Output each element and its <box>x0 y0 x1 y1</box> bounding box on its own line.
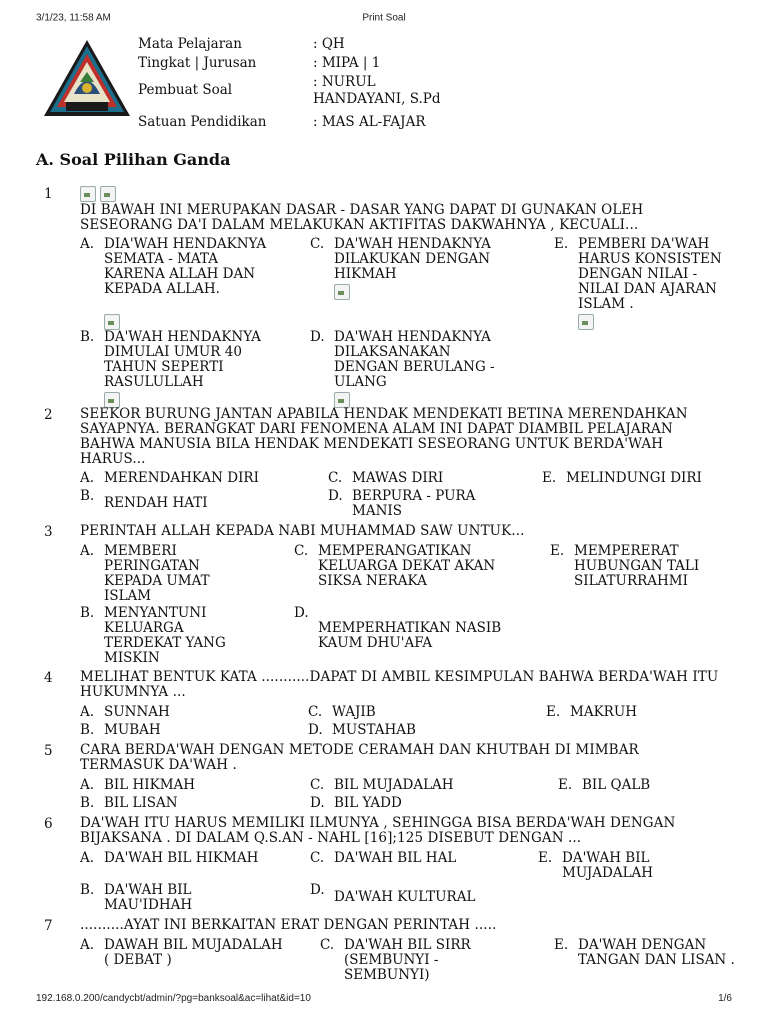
question-text: MELIHAT BENTUK KATA ...........DAPAT DI AMBIL KESIMPULAN BAHWA BERDA'WAH ITU HUKUMNYA ... <box>80 669 719 700</box>
option-text: DA'WAH BIL HAL <box>334 850 457 866</box>
question-images <box>80 186 720 202</box>
option-letter: C. <box>310 850 325 866</box>
broken-image-icon <box>100 186 116 202</box>
option-text: DA'WAH DENGAN TANGAN DAN LISAN . <box>578 937 735 968</box>
broken-image-icon <box>80 186 96 202</box>
option-text: DA'WAH BIL SIRR (SEMBUNYI - SEMBUNYI) <box>344 937 471 983</box>
option-letter: D. <box>294 605 309 621</box>
option-letter: B. <box>80 605 95 621</box>
option-letter: B. <box>80 795 95 811</box>
question-text: ..........AYAT INI BERKAITAN ERAT DENGAN PERINTAH ..... <box>80 917 497 933</box>
option-text: MELINDUNGI DIRI <box>566 470 702 486</box>
option-letter: A. <box>80 937 95 953</box>
option-letter: A. <box>80 470 95 486</box>
option-text: MEMPERERAT HUBUNGAN TALI SILATURRAHMI <box>574 543 700 589</box>
question-number: 7 <box>44 918 53 934</box>
option-text: DA'WAH BIL MAU'IDHAH <box>104 882 193 913</box>
option-text: MUSTAHAB <box>332 722 416 738</box>
option-letter: D. <box>310 882 325 898</box>
option-text: DA'WAH BIL HIKMAH <box>104 850 259 866</box>
option-text: DIA'WAH HENDAKNYA SEMATA - MATA KARENA ALLAH DAN KEPADA ALLAH. <box>104 236 267 297</box>
question-number: 3 <box>44 524 53 540</box>
print-url: 192.168.0.200/candycbt/admin/?pg=banksoal&ac=lihat&id=10 <box>36 993 311 1004</box>
option-letter: B. <box>80 882 95 898</box>
option-letter: C. <box>308 704 323 720</box>
print-title: Print Soal <box>362 12 406 24</box>
option-text: DA'WAH HENDAKNYA DIMULAI UMUR 40 TAHUN SEPERTI RASULULLAH <box>104 329 261 390</box>
info-value: : MAS AL-FAJAR <box>313 114 426 130</box>
info-value: : MIPA | 1 <box>313 55 381 71</box>
print-footer <box>0 990 768 1010</box>
option-letter: D. <box>328 488 343 504</box>
question-number: 1 <box>44 186 53 202</box>
question-text: SEEKOR BURUNG JANTAN APABILA HENDAK MENDEKATI BETINA MERENDAHKAN SAYAPNYA. BERANGKAT DARI FENOMENA ALAM INI DAPAT DIAMBIL PELAJARAN BAHWA MANUSIA BILA HENDAK MENDEKATI SESEORANG UNTUK BERDA'WAH HARUS... <box>80 406 688 467</box>
question-number: 6 <box>44 816 53 832</box>
option-letter: A. <box>80 543 95 559</box>
option-letter: E. <box>558 777 573 793</box>
option-text: DA'WAH KULTURAL <box>334 889 476 905</box>
option-text: DA'WAH HENDAKNYA DILAKSANAKAN DENGAN BERULANG - ULANG <box>334 329 495 390</box>
option-letter: C. <box>328 470 343 486</box>
print-header <box>0 0 768 22</box>
option-letter: C. <box>310 777 325 793</box>
option-text: MENYANTUNI KELUARGA TERDEKAT YANG MISKIN <box>104 605 226 666</box>
option-letter: D. <box>310 795 325 811</box>
option-text: MAKRUH <box>570 704 637 720</box>
question-text: DI BAWAH INI MERUPAKAN DASAR - DASAR YANG DAPAT DI GUNAKAN OLEH SESEORANG DA'I DALAM MELAKUKAN AKTIFITAS DAKWAHNYA , KECUALI... <box>80 202 644 233</box>
option-letter: E. <box>554 236 569 252</box>
question-number: 5 <box>44 743 53 759</box>
option-letter: A. <box>80 777 95 793</box>
option-text: MAWAS DIRI <box>352 470 444 486</box>
info-label: Pembuat Soal <box>138 82 233 98</box>
question-text: PERINTAH ALLAH KEPADA NABI MUHAMMAD SAW UNTUK... <box>80 523 525 539</box>
option-text: BIL LISAN <box>104 795 178 811</box>
option-letter: C. <box>310 236 325 252</box>
option-letter: A. <box>80 236 95 252</box>
option-letter: D. <box>308 722 323 738</box>
print-timestamp: 3/1/23, 11:58 AM <box>36 12 111 24</box>
option-letter: B. <box>80 329 95 345</box>
info-label: Tingkat | Jurusan <box>138 55 257 71</box>
option-letter: E. <box>554 937 569 953</box>
print-page-counter: 1/6 <box>718 993 732 1004</box>
option-letter: C. <box>320 937 335 953</box>
option-text: PEMBERI DA'WAH HARUS KONSISTEN DENGAN NILAI - NILAI DAN AJARAN ISLAM . <box>578 236 722 312</box>
option-letter: E. <box>546 704 561 720</box>
option-letter: A. <box>80 704 95 720</box>
option-text: MEMPERHATIKAN NASIB KAUM DHU'AFA <box>318 620 502 651</box>
option-text: BIL HIKMAH <box>104 777 196 793</box>
option-text: BIL YADD <box>334 795 402 811</box>
option-text: BIL QALB <box>582 777 651 793</box>
option-letter: D. <box>310 329 325 345</box>
option-text: DA'WAH HENDAKNYA DILAKUKAN DENGAN HIKMAH <box>334 236 491 282</box>
option-text: DA'WAH BIL MUJADALAH <box>562 850 654 881</box>
option-text: BIL MUJADALAH <box>334 777 454 793</box>
broken-image-icon <box>334 284 350 300</box>
broken-image-icon <box>578 314 594 330</box>
option-text: MEMBERI PERINGATAN KEPADA UMAT ISLAM <box>104 543 210 604</box>
info-label: Mata Pelajaran <box>138 36 242 52</box>
question-text: CARA BERDA'WAH DENGAN METODE CERAMAH DAN KHUTBAH DI MIMBAR TERMASUK DA'WAH . <box>80 742 639 773</box>
info-value: : QH <box>313 36 345 52</box>
option-letter: E. <box>550 543 565 559</box>
option-text: WAJIB <box>332 704 376 720</box>
option-text: BERPURA - PURA MANIS <box>352 488 476 519</box>
question-number: 2 <box>44 407 53 423</box>
school-logo <box>42 38 132 120</box>
question-number: 4 <box>44 670 53 686</box>
option-letter: A. <box>80 850 95 866</box>
option-text: MEMPERANGATIKAN KELUARGA DEKAT AKAN SIKSA NERAKA <box>318 543 496 589</box>
info-label: Satuan Pendidikan <box>138 114 267 130</box>
option-text: SUNNAH <box>104 704 170 720</box>
option-letter: E. <box>542 470 557 486</box>
option-letter: B. <box>80 722 95 738</box>
option-text: MERENDAHKAN DIRI <box>104 470 259 486</box>
option-letter: B. <box>80 488 95 504</box>
school-logo-emblem <box>42 38 132 120</box>
option-letter: C. <box>294 543 309 559</box>
question-text: DA'WAH ITU HARUS MEMILIKI ILMUNYA , SEHINGGA BISA BERDA'WAH DENGAN BIJAKSANA . DI DALAM Q.S.AN - NAHL [16];125 DISEBUT DENGAN ... <box>80 815 676 846</box>
option-text: MUBAH <box>104 722 161 738</box>
option-text: DAWAH BIL MUJADALAH ( DEBAT ) <box>104 937 283 968</box>
option-text: RENDAH HATI <box>104 495 208 511</box>
info-value: : NURUL HANDAYANI, S.Pd <box>313 74 441 107</box>
option-letter: E. <box>538 850 553 866</box>
section-title: A. Soal Pilihan Ganda <box>36 150 231 169</box>
broken-image-icon <box>104 314 120 330</box>
